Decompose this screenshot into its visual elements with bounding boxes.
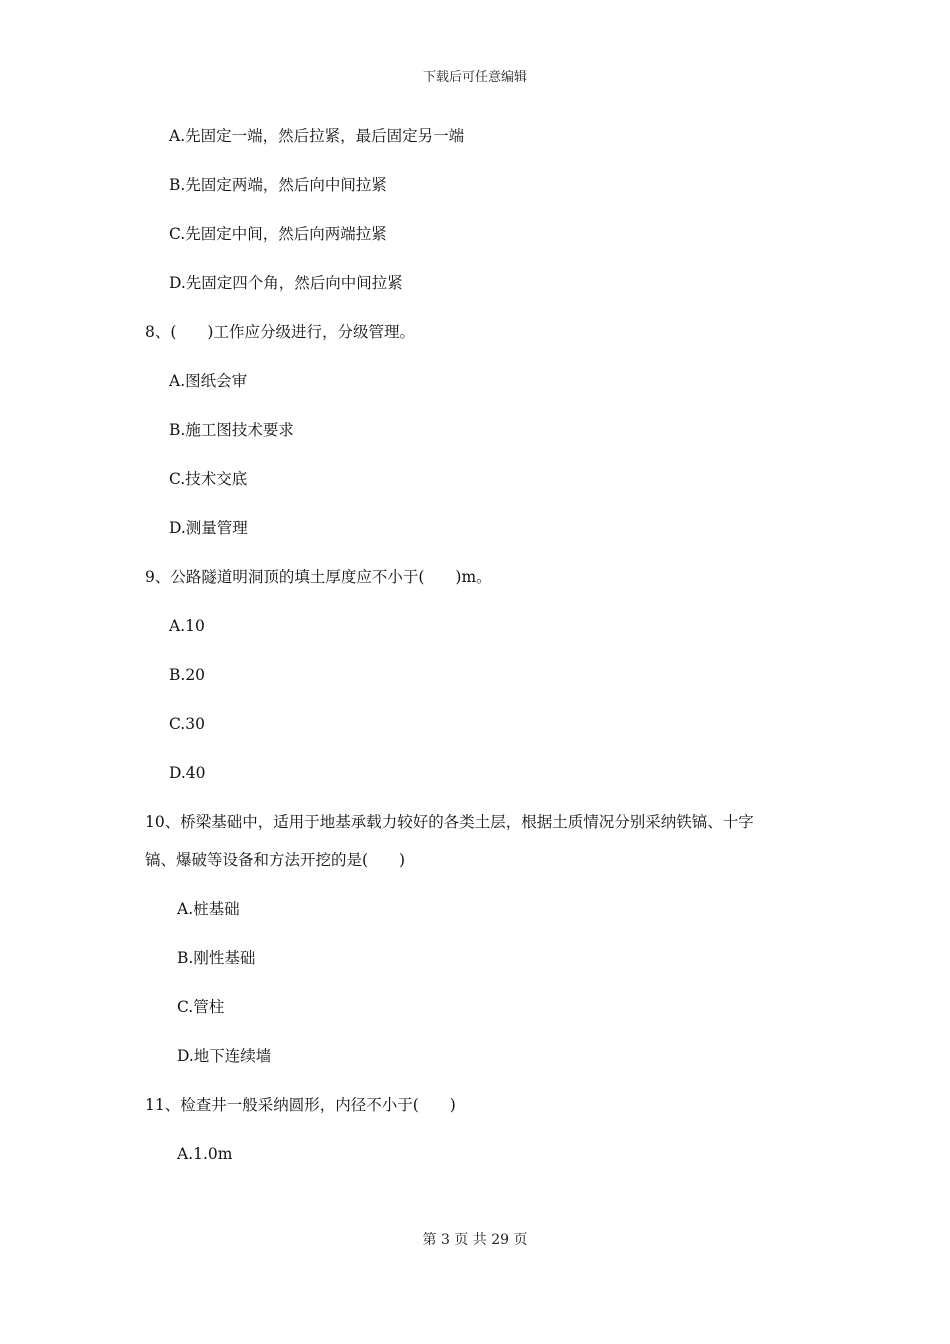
option-9-d: D.40 xyxy=(169,764,206,782)
option-9-b: B.20 xyxy=(169,666,206,684)
option-8-b: B.施工图技术要求 xyxy=(169,421,294,439)
page-header: 下载后可任意编辑 xyxy=(422,70,527,85)
question-10-line-2: 镐、爆破等设备和方法开挖的是( ) xyxy=(145,851,406,869)
option-prev-a: A.先固定一端，然后拉紧，最后固定另一端 xyxy=(169,127,465,145)
option-9-a: A.10 xyxy=(169,617,205,635)
question-9: 9、公路隧道明洞顶的填土厚度应不小于( )m。 xyxy=(145,568,492,586)
option-9-c: C.30 xyxy=(169,715,205,733)
page-footer: 第 3 页 共 29 页 xyxy=(422,1232,528,1248)
option-prev-c: C.先固定中间，然后向两端拉紧 xyxy=(169,225,387,243)
option-8-a: A.图纸会审 xyxy=(169,372,248,390)
option-10-d: D.地下连续墙 xyxy=(177,1047,272,1065)
option-10-c: C.管柱 xyxy=(177,998,225,1016)
option-10-a: A.桩基础 xyxy=(177,900,240,918)
option-prev-b: B.先固定两端，然后向中间拉紧 xyxy=(169,176,387,194)
question-11: 11、检查井一般采纳圆形，内径不小于( ) xyxy=(145,1096,456,1114)
document-body xyxy=(145,124,825,1166)
option-10-b: B.刚性基础 xyxy=(177,949,256,967)
option-prev-d: D.先固定四个角，然后向中间拉紧 xyxy=(169,274,403,292)
option-8-c: C.技术交底 xyxy=(169,470,248,488)
question-8: 8、( )工作应分级进行，分级管理。 xyxy=(145,323,415,341)
question-10-line-1: 10、桥梁基础中，适用于地基承载力较好的各类土层，根据土质情况分别采纳铁镐、十字 xyxy=(145,813,754,831)
option-8-d: D.测量管理 xyxy=(169,519,248,537)
option-11-a: A.1.0m xyxy=(177,1145,233,1163)
